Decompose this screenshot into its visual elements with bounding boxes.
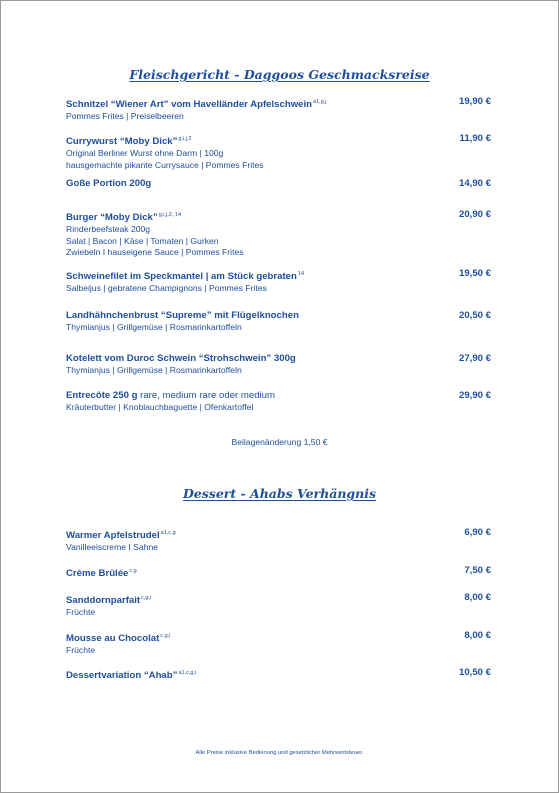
item-name: Warmer Apfelstrudel$^{a1,c,g}$ [66, 530, 176, 542]
side-change-note: Beilagenänderung 1,50 € [231, 437, 328, 447]
item-desc: Früchte [66, 607, 96, 618]
item-price: 10,50 € [458, 667, 491, 678]
item-name: Schnitzel “Wiener Art” vom Havelländer Apfelschwein$^{a1,g,j}$ [66, 99, 327, 111]
item-desc: Früchte [66, 645, 96, 656]
item-desc: Rinderbeefsteak 200g [66, 224, 151, 235]
item-price: 11,90 € [459, 133, 491, 144]
item-price: 8,00 € [464, 592, 491, 603]
section-title-dessert: Dessert - Ahabs Verhängnis [182, 486, 377, 501]
item-name: Goße Portion 200g [66, 178, 152, 189]
item-price: 7,50 € [464, 565, 491, 576]
item-desc: Salbeijus | gebratene Champignons | Pommes Frites [66, 283, 267, 294]
item-name: Sanddornparfait$^{c,g,i}$ [66, 595, 152, 607]
item-price: 14,90 € [458, 178, 491, 189]
section-title-fleisch: Fleischgericht - Daggoos Geschmacksreise [129, 67, 430, 82]
item-name: Entrecôte 250 g rare, medium rare oder medium [66, 390, 276, 401]
footer-note: Alle Preise inklusive Bedienung und gesetzlicher Mehrwertsteuer. [195, 750, 364, 756]
item-name: Crème Brûlée$^{c,g}$ [66, 568, 137, 580]
item-desc: Salat | Bacon | Käse | Tomaten | Gurken [66, 235, 219, 246]
item-name: Kotelett vom Duroc Schwein “Strohschwein” 300g [66, 353, 296, 364]
item-name: Currywurst “Moby Dick”$^{g,i,j,2}$ [66, 136, 192, 148]
item-desc: Thymianjus | Grillgemüse | Rosmarinkartoffeln [66, 322, 242, 332]
item-desc: Original Berliner Wurst ohne Darm | 100g [66, 148, 224, 159]
item-desc: Vanilleeiscreme I Sahne [66, 542, 159, 553]
item-price: 20,90 € [458, 209, 491, 220]
item-price: 6,90 € [464, 527, 491, 538]
item-name: Landhähnchenbrust “Supreme” mit Flügelknochen [66, 310, 299, 321]
item-name: Schweinefilet im Speckmantel | am Stück gebraten$^{14}$ [66, 271, 305, 283]
item-price: 20,50 € [458, 310, 491, 321]
item-desc: Kräuterbutter | Knoblauchbaguette | Ofenkartoffel [66, 402, 254, 412]
item-desc: Zwiebeln I hauseigene Sauce | Pommes Frites [66, 247, 244, 258]
item-desc: hausgemachte pikante Currysauce | Pommes Frites [66, 159, 264, 170]
item-name: Dessertvariation “Ahab”$^{a1,c,g,i}$ [66, 670, 197, 682]
item-name: Mousse au Chocolat$^{c,g,i}$ [66, 633, 171, 645]
item-price: 19,50 € [458, 268, 491, 279]
item-price: 19,90 € [458, 96, 491, 107]
item-price: 8,00 € [464, 630, 491, 641]
item-name: Burger “Moby Dick”$^{g,i,j,2, 14}$ [66, 212, 182, 224]
item-price: 27,90 € [458, 353, 491, 364]
item-desc: Thymianjus | Grillgemüse | Rosmarinkartoffeln [66, 365, 242, 375]
item-price: 29,90 € [458, 390, 491, 401]
item-desc: Pommes Frites | Preiselbeeren [66, 111, 184, 122]
